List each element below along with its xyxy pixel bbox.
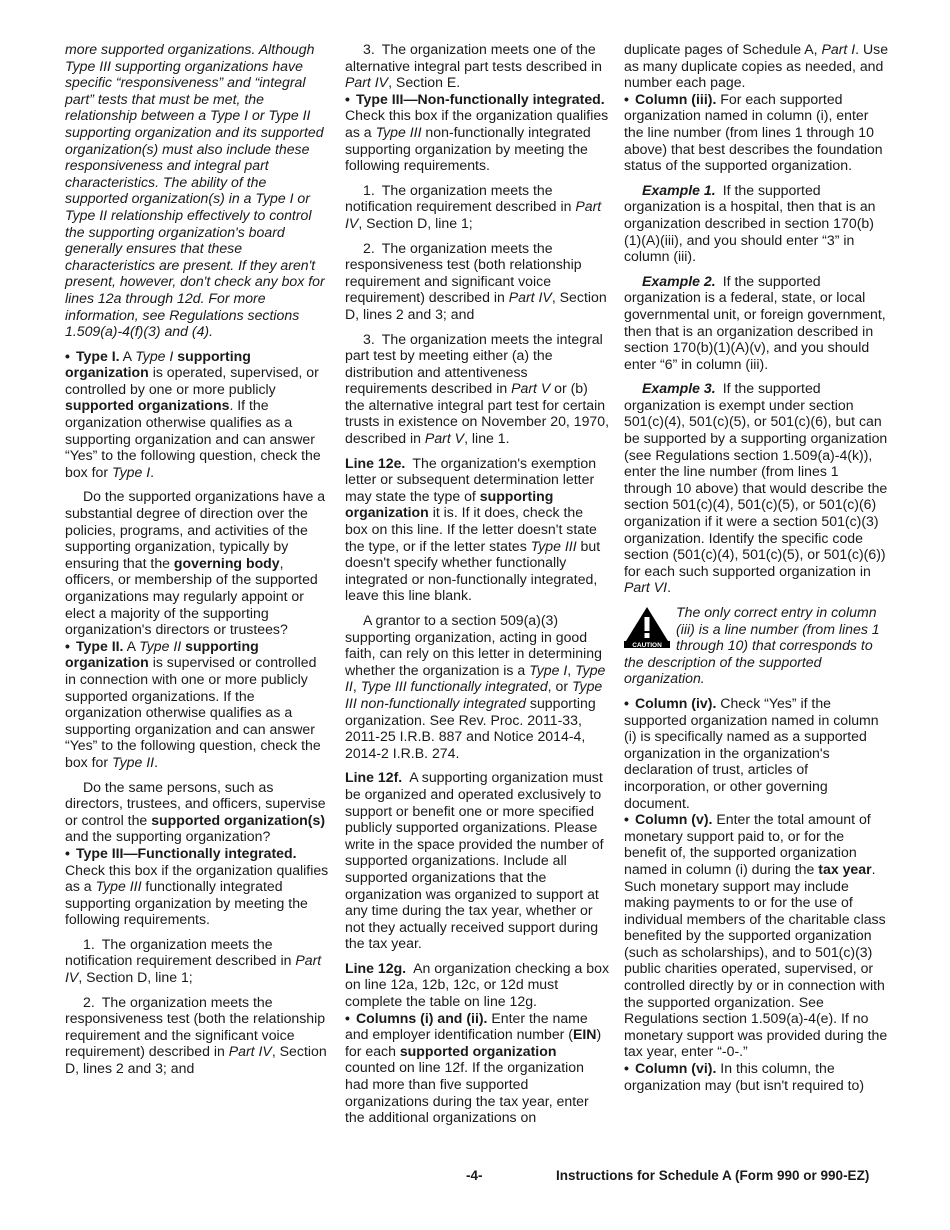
document-title: Instructions for Schedule A (Form 990 or 990-EZ) (556, 1168, 870, 1183)
example-2: Example 2. If the supported organization is a federal, state, or local governmental unit, or foreign government, then that is an organization described in section 170(b)(1)(A)(v), and you should enter “6” in column (iii). (624, 272, 886, 372)
caution-label: CAUTION (632, 642, 662, 648)
line-12f-paragraph: Line 12f. A supporting organization must be organized and operated exclusively to support or benefit one or more specified publicly supported organizations. Please write in the space provided the number of supported organizations. Include all supported organizations that the organization was organized to support at any time during the tax year, whether or not they actually received support during the tax year. (345, 769, 604, 952)
caution-triangle-icon (624, 606, 670, 648)
fi-requirement-2: 2. The organization meets the responsiveness test (both the relationship requirement and the significant voice requirement) described in Part IV, Section D, lines 2 and 3; and (65, 993, 327, 1077)
caution-text: The only correct entry in column (iii) is a line number (from lines 1 through 10) that corresponds to the description of the supported organization. (624, 604, 880, 687)
column-3 (624, 41, 890, 1093)
type-iii-nfi-paragraph: • Type III—Non-functionally integrated. Check this box if the organization qualifies as a Type III non-functionally integrated supporting organization by meeting the following requirements. (345, 91, 609, 174)
type-i-question: Do the supported organizations have a substantial degree of direction over the policies, programs, and activities of the supporting organization, typically by ensuring that the governing body, officers, or membership of the supported organizations may regularly appoint or elect a majority of the supporting organization's directors or trustees? (65, 488, 326, 638)
line-12e-paragraph: Line 12e. The organization's exemption letter or subsequent determination letter may state the type of supporting organization it is. If it does, check the box on this line. If the letter doesn't state the type, or if the letter states Type III but doesn't specify whether functionally integrated or non-functionally integrated, leave this line blank. (345, 454, 601, 604)
grantor-paragraph: A grantor to a section 509(a)(3) supporting organization, acting in good faith, can rely on this letter in determining whether the organization is a Type I, Type II, Type III functionally integrated, or Type III non-functionally integrated supporting organization. See Rev. Proc. 2011-33, 2011-25 I.R.B. 887 and Notice 2014-4, 2014-2 I.R.B. 274. (345, 612, 606, 761)
example-1: Example 1. If the supported organization is a hospital, then that is an organization described in section 170(b)(1)(A)(iii), and you should enter “3” in column (iii). (624, 181, 876, 265)
fi-requirement-1: 1. The organization meets the notification requirement described in Part IV, Section D, line 1; (65, 935, 322, 986)
line-12g-paragraph: Line 12g. An organization checking a box on line 12a, 12b, 12c, or 12d must complete the table on line 12g. (345, 959, 610, 1010)
columns-i-ii-paragraph: • Columns (i) and (ii). Enter the name and employer identification number (EIN) for each supported organization counted on line 12f. If the organization had more than five supported organizations during the tax year, enter the additional organizations on (345, 1010, 609, 1126)
type-ii-question: Do the same persons, such as directors, trustees, and officers, supervise or control the supported organization(s) and the supporting organization? (65, 778, 326, 845)
nfi-requirement-3: 3. The organization meets the integral part test by meeting either (a) the distribution and attentiveness requirements described in Part V or (b) the alternative integral part test for certain trusts in existence on November 20, 1970, described in Part V, line 1. (345, 330, 610, 447)
type-i-paragraph: • Type I. A Type I supporting organization is operated, supervised, or controlled by one or more publicly supported organizations. If the organization otherwise qualifies as a supporting organization and can answer “Yes” to the following question, check the box for Type I. (65, 348, 330, 481)
fi-requirement-3: 3. The organization meets one of the alternative integral part tests described in Part IV, Section E. (345, 41, 602, 91)
column-vi-paragraph: • Column (vi). In this column, the organization may (but isn't required to) (624, 1060, 890, 1093)
caution-note (624, 604, 890, 687)
example-3: Example 3. If the supported organization is exempt under section 501(c)(4), 501(c)(5), or 501(c)(6), but can be supported by a supporting organization (see Regulations section 1.509(a)-4(k)), enter the line number (from lines 1 through 10 above) that would describe the section 501(c)(4), 501(c)(5), or 501(c)(6) organization if it were a section 501(c)(3) organization. Identify the specific code section (501(c)(4), 501(c)(5), or 501(c)(6)) for each such supported organization in Part VI. (624, 380, 888, 596)
column-2 (345, 41, 609, 1126)
continued-paragraph: duplicate pages of Schedule A, Part I. Use as many duplicate copies as needed, and number each page. (624, 41, 889, 91)
nfi-requirement-2: 2. The organization meets the responsiveness test (both relationship requirement and significant voice requirement) described in Part IV, Section D, lines 2 and 3; and (345, 239, 607, 322)
column-iv-paragraph: • Column (iv). Check “Yes” if the supported organization named in column (i) is specifically named as a supported organization in the organization's declaration of trust, articles of incorporation, or other governing document. (624, 695, 890, 811)
type-ii-paragraph: • Type II. A Type II supporting organization is supervised or controlled in connection with one or more publicly supported organizations. If the organization otherwise qualifies as a supporting organization and can answer “Yes” to the following question, check the box for Type II. (65, 638, 330, 771)
intro-paragraph: more supported organizations. Although Type III supporting organizations have specific “responsiveness” and “integral part” tests that must be met, the relationship between a Type I or Type II supporting organization and its supported organization(s) must also include these responsiveness and integral part characteristics. The ability of the supported organization(s) in a Type I or Type II relationship effectively to control the supporting organization's board generally ensures that these characteristics are present. If they aren't present, however, don't check any box for lines 12a through 12d. For more information, see Regulations sections 1.509(a)-4(f)(3) and (4). (65, 41, 325, 340)
column-v-paragraph: • Column (v). Enter the total amount of monetary support paid to, or for the benefit of, the supported organization named in column (i) during the tax year. Such monetary support may include making payments to or for the use of individual members of the charitable class benefited by the supported organization (such as scholarships), and to 501(c)(3) public charities operated, supervised, or controlled directly by or in connection with the supported organization. See Regulations section 1.509(a)-4(e). If no monetary support was provided during the tax year, enter “-0-.” (624, 811, 890, 1060)
column-iii-paragraph: • Column (iii). For each supported organization named in column (i), enter the line number (from lines 1 through 10 above) that best describes the foundation status of the supported organization. (624, 91, 890, 174)
page-number: -4- (466, 1168, 483, 1183)
type-iii-fi-paragraph: • Type III—Functionally integrated. Check this box if the organization qualifies as a Type III functionally integrated supporting organization by meeting the following requirements. (65, 845, 330, 928)
nfi-requirement-1: 1. The organization meets the notification requirement described in Part IV, Section D, line 1; (345, 181, 602, 231)
column-1 (65, 41, 330, 1085)
